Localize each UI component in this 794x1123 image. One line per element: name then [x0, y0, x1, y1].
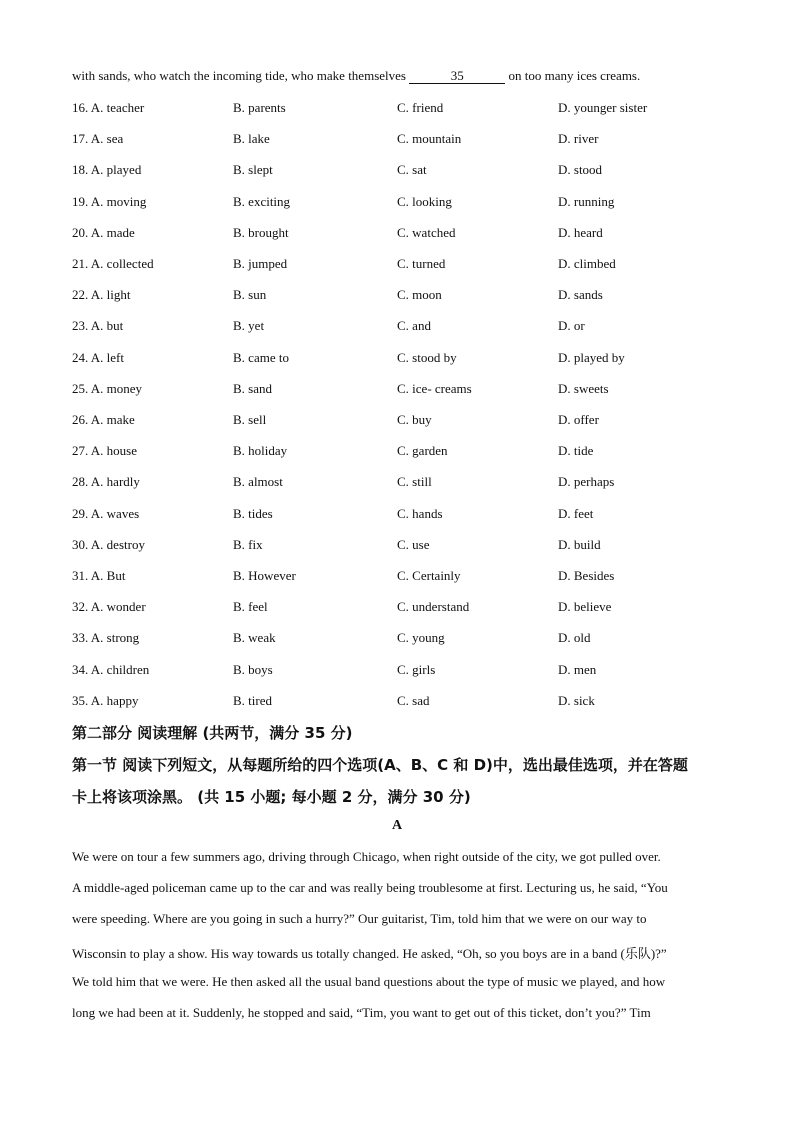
option-b: B. brought — [233, 224, 289, 240]
option-b: B. tides — [233, 505, 273, 521]
option-d: D. stood — [558, 162, 603, 178]
option-c: C. watched — [397, 224, 456, 240]
option-d: D. offer — [558, 412, 599, 427]
passage-line: Wisconsin to play a show. His way towards us totally changed. He asked, “Oh, so you boys are in a band (乐队)?” — [72, 945, 667, 961]
option-b: B. sun — [233, 287, 267, 303]
option-d: D. climbed — [558, 256, 616, 271]
option-c: C. young — [397, 630, 445, 646]
option-b: B. tired — [233, 692, 272, 708]
option-b: B. lake — [233, 131, 270, 147]
option-a: 17. A. sea — [72, 131, 124, 147]
option-c: C. use — [397, 536, 430, 552]
option-c: C. friend — [397, 100, 444, 115]
option-row — [72, 318, 722, 336]
option-b: B. exciting — [233, 193, 291, 209]
option-d: D. men — [558, 661, 597, 677]
option-row — [72, 474, 722, 492]
option-row — [72, 693, 722, 711]
option-row — [72, 381, 722, 399]
option-row — [72, 599, 722, 617]
option-c: C. still — [397, 474, 432, 490]
option-row — [72, 225, 722, 243]
option-d: D. younger sister — [558, 100, 648, 115]
passage-line: We told him that we were. He then asked all the usual band questions about the type of music we played, and how — [72, 973, 666, 989]
option-c: C. hands — [397, 505, 443, 521]
option-c: C. turned — [397, 256, 446, 271]
option-b: B. feel — [233, 599, 268, 615]
option-row — [72, 630, 722, 648]
option-a: 32. A. wonder — [72, 599, 146, 615]
option-a: 18. A. played — [72, 162, 142, 178]
option-d: D. sick — [558, 692, 595, 708]
option-d: D. tide — [558, 443, 594, 459]
passage-label: A — [391, 818, 403, 833]
section-2-title: 第二部分 阅读理解 (共两节，满分 35 分) — [72, 724, 353, 742]
option-d: D. believe — [558, 599, 612, 615]
option-b: B. However — [233, 568, 296, 583]
option-a: 16. A. teacher — [72, 100, 145, 115]
option-a: 29. A. waves — [72, 505, 140, 521]
option-c: C. and — [397, 318, 431, 334]
option-d: D. sweets — [558, 380, 609, 396]
option-c: C. girls — [397, 661, 436, 677]
option-b: B. yet — [233, 318, 265, 334]
passage-line: were speeding. Where are you going in such a hurry?” Our guitarist, Tim, told him that we were on our way to — [72, 911, 647, 927]
option-a: 20. A. made — [72, 224, 135, 240]
option-a: 30. A. destroy — [72, 536, 145, 552]
option-a: 19. A. moving — [72, 193, 147, 209]
option-d: D. river — [558, 131, 599, 147]
option-a: 28. A. hardly — [72, 474, 140, 490]
option-c: C. looking — [397, 193, 452, 209]
option-a: 35. A. happy — [72, 692, 139, 708]
option-c: C. sad — [397, 692, 430, 708]
option-d: D. sands — [558, 287, 603, 303]
section-2-part-1-instruction-line-2: 卡上将该项涂黑。 (共 15 小题; 每小题 2 分，满分 30 分) — [72, 788, 471, 806]
option-b: B. boys — [233, 661, 273, 677]
option-row — [72, 412, 722, 430]
cloze-passage-end-line — [72, 68, 640, 84]
option-c: C. stood by — [397, 349, 457, 365]
option-a: 27. A. house — [72, 443, 137, 459]
cloze-blank-35: 35 — [409, 69, 505, 84]
passage-line: We were on tour a few summers ago, driving through Chicago, when right outside of the city, we got pulled over. — [72, 849, 661, 864]
option-b: B. almost — [233, 474, 283, 490]
option-b: B. came to — [233, 349, 289, 365]
option-c: C. sat — [397, 162, 427, 178]
option-row — [72, 100, 722, 118]
option-row — [72, 506, 722, 524]
option-a: 24. A. left — [72, 349, 124, 365]
option-b: B. slept — [233, 162, 273, 178]
option-c: C. ice- creams — [397, 380, 472, 396]
option-c: C. moon — [397, 287, 442, 303]
option-c: C. Certainly — [397, 568, 461, 583]
option-a: 22. A. light — [72, 287, 131, 303]
passage-line: long we had been at it. Suddenly, he stopped and said, “Tim, you want to get out of this ticket, don’t you?” Tim — [72, 1005, 651, 1020]
option-row — [72, 131, 722, 149]
option-d: D. running — [558, 193, 615, 209]
option-row — [72, 443, 722, 461]
option-c: C. garden — [397, 443, 448, 459]
option-c: C. buy — [397, 412, 432, 427]
option-d: D. Besides — [558, 568, 615, 583]
option-b: B. holiday — [233, 443, 288, 459]
option-b: B. sell — [233, 412, 267, 427]
option-c: C. understand — [397, 599, 470, 615]
option-d: D. heard — [558, 224, 603, 240]
option-row — [72, 537, 722, 555]
passage-line: A middle-aged policeman came up to the car and was really being troublesome at first. Lecturing us, he said, “You — [72, 880, 668, 896]
option-d: D. build — [558, 536, 601, 552]
option-d: D. old — [558, 630, 591, 646]
option-d: D. played by — [558, 349, 625, 365]
option-a: 26. A. make — [72, 412, 135, 427]
option-a: 33. A. strong — [72, 630, 140, 646]
option-c: C. mountain — [397, 131, 462, 147]
option-a: 23. A. but — [72, 318, 124, 334]
option-b: B. fix — [233, 536, 263, 552]
option-a: 34. A. children — [72, 661, 150, 677]
option-d: D. feet — [558, 505, 594, 521]
option-row — [72, 162, 722, 180]
option-row — [72, 350, 722, 368]
option-row — [72, 194, 722, 212]
option-b: B. jumped — [233, 256, 288, 271]
option-b: B. sand — [233, 380, 272, 396]
option-a: 25. A. money — [72, 380, 143, 396]
option-row — [72, 568, 722, 586]
section-2-part-1-instruction-line-1: 第一节 阅读下列短文，从每题所给的四个选项(A、B、C 和 D)中，选出最佳选项，并在答题 — [72, 756, 688, 774]
option-d: D. perhaps — [558, 474, 615, 490]
option-a: 31. A. But — [72, 568, 126, 583]
option-b: B. weak — [233, 630, 276, 646]
option-b: B. parents — [233, 100, 286, 115]
option-d: D. or — [558, 318, 585, 334]
option-row — [72, 662, 722, 680]
option-row — [72, 287, 722, 305]
option-row — [72, 256, 722, 274]
cloze-text-before: with sands, who watch the incoming tide, who make themselves — [72, 68, 410, 83]
option-a: 21. A. collected — [72, 256, 154, 271]
cloze-text-after: on too many ices creams. — [505, 68, 641, 83]
